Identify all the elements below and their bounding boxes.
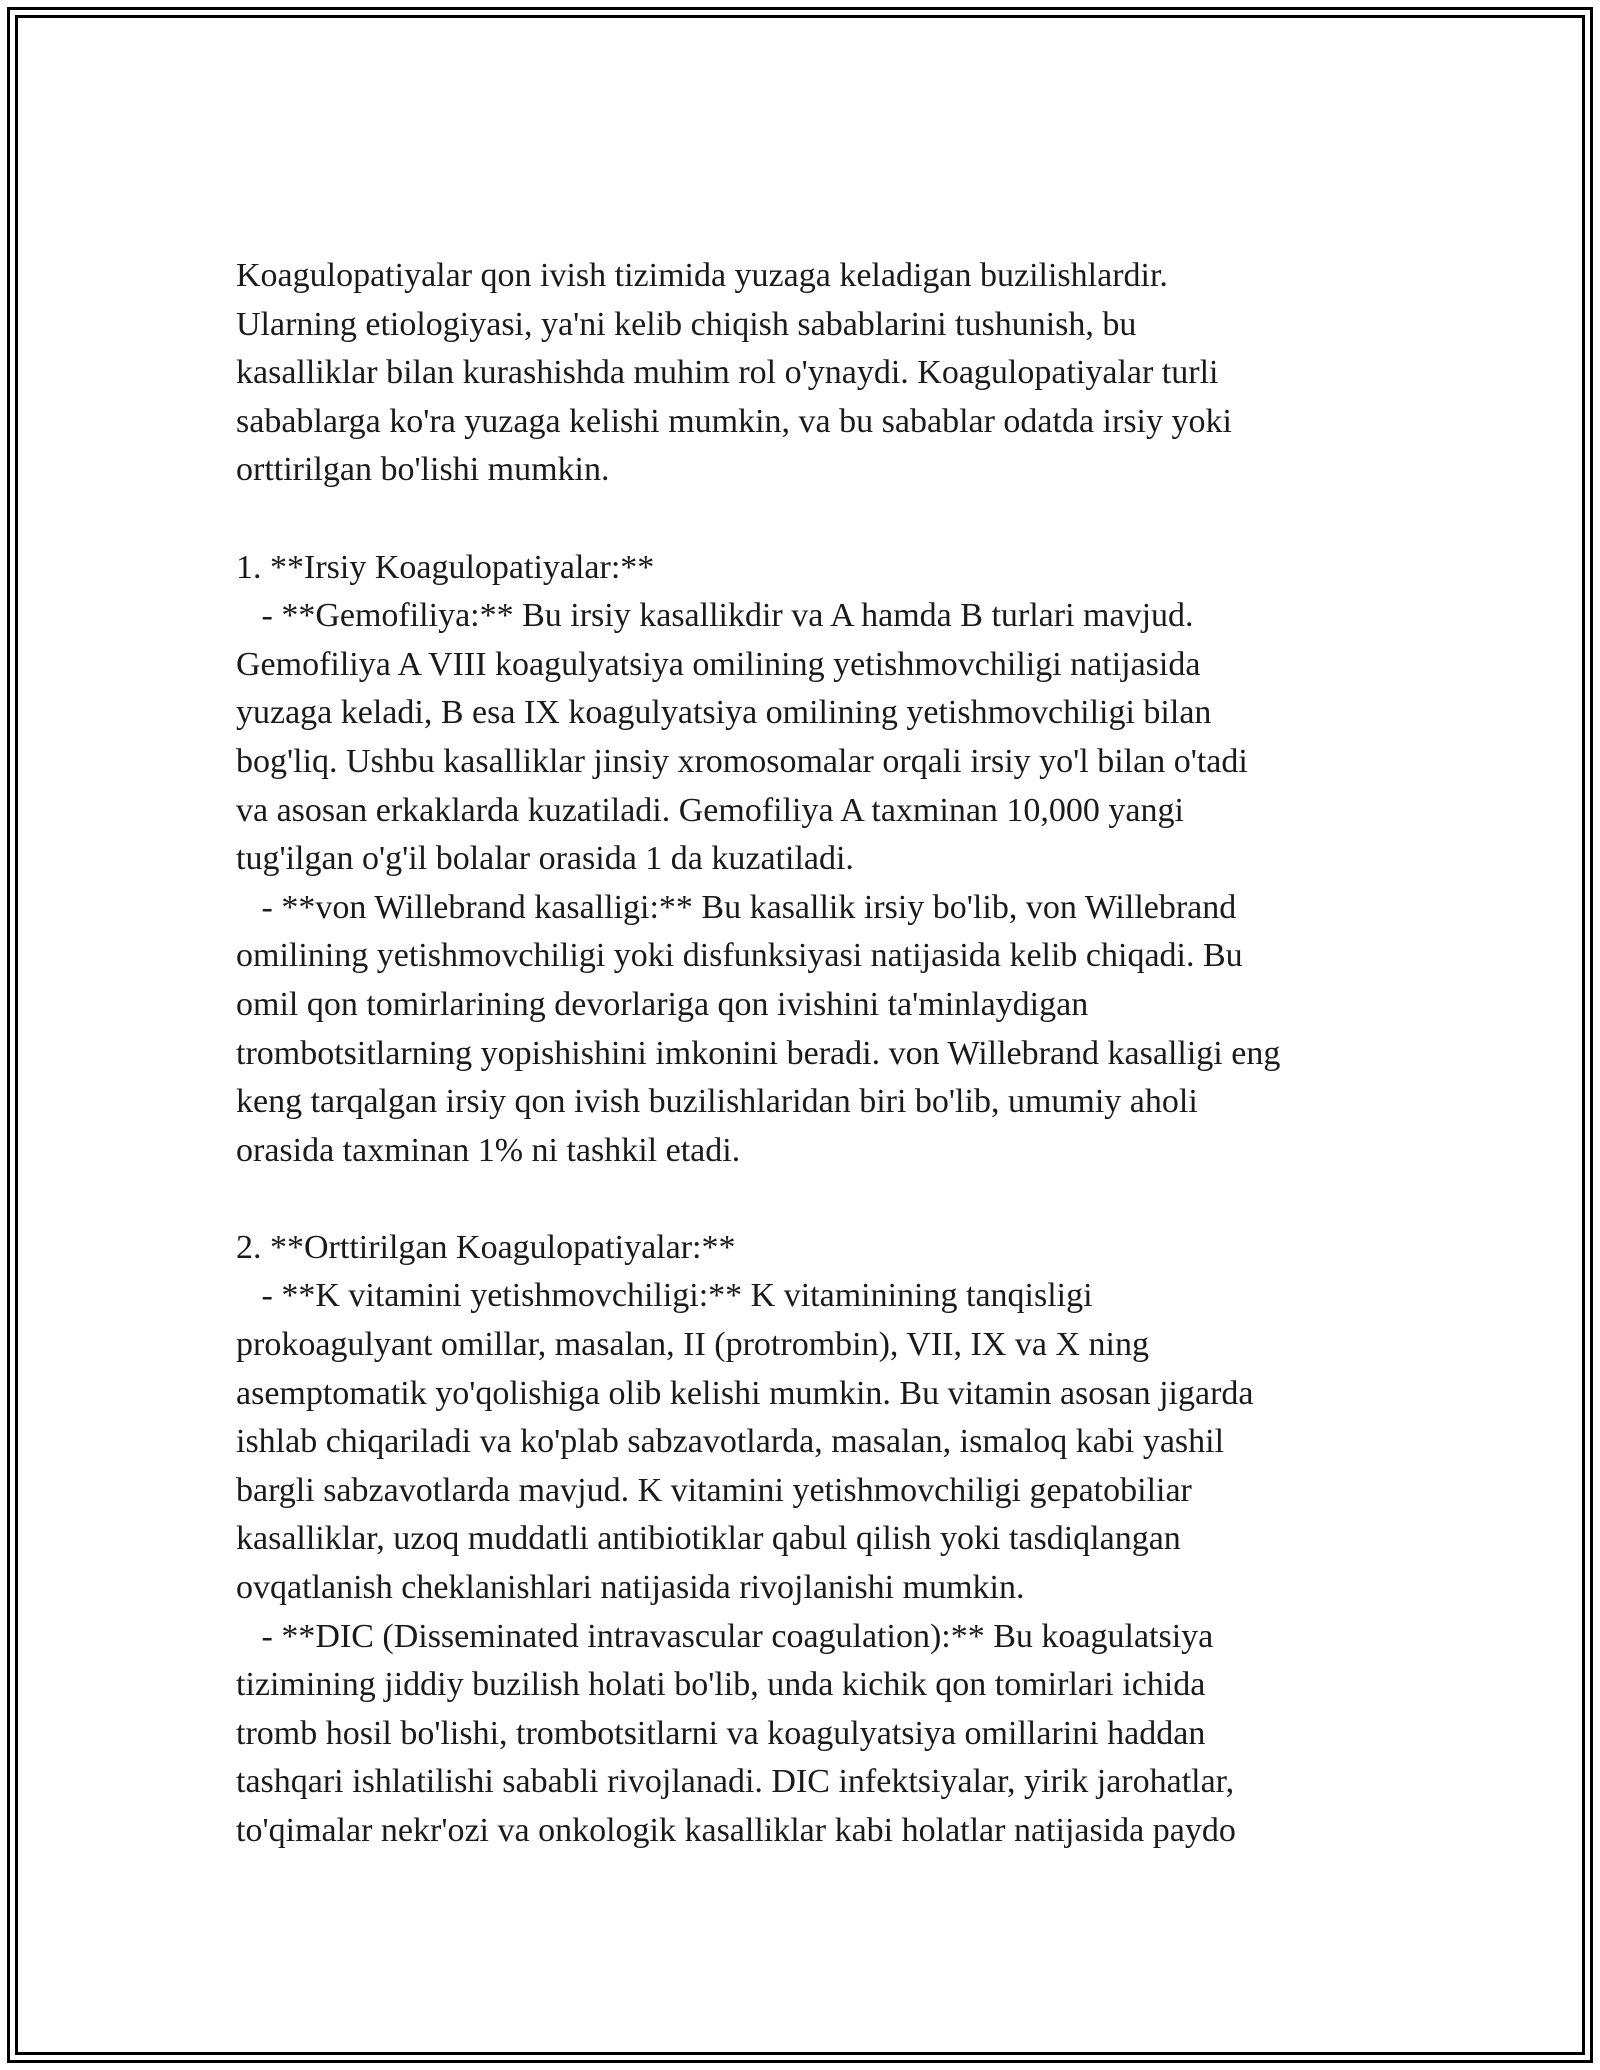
text-line: bog'liq. Ushbu kasalliklar jinsiy xromosomalar orqali irsiy yo'l bilan o'tadi	[236, 742, 1248, 780]
text-line: Gemofiliya A VIII koagulyatsiya omilining yetishmovchiligi natijasida	[236, 645, 1201, 683]
section-heading: 2. **Orttirilgan Koagulopatiyalar:**	[236, 1228, 736, 1266]
text-line: orasida taxminan 1% ni tashkil etadi.	[236, 1131, 741, 1169]
text-line: tug'ilgan o'g'il bolalar orasida 1 da kuzatiladi.	[236, 840, 854, 878]
list-item-line: - **K vitamini yetishmovchiligi:** K vitaminining tanqisligi	[236, 1277, 1093, 1315]
text-line: va asosan erkaklarda kuzatiladi. Gemofiliya A taxminan 10,000 yangi	[236, 791, 1184, 829]
text-line: trombotsitlarning yopishishini imkonini beradi. von Willebrand kasalligi eng	[236, 1034, 1281, 1072]
text-line: tashqari ishlatilishi sababli rivojlanadi. DIC infektsiyalar, yirik jarohatlar,	[236, 1763, 1235, 1801]
section-heading: 1. **Irsiy Koagulopatiyalar:**	[236, 548, 655, 586]
text-line: prokoagulyant omillar, masalan, II (protrombin), VII, IX va X ning	[236, 1326, 1149, 1364]
document-body	[236, 252, 1396, 1856]
paragraph-spacer	[236, 495, 1396, 544]
text-line: kasalliklar bilan kurashishda muhim rol o'ynaydi. Koagulopatiyalar turli	[236, 354, 1219, 392]
text-line: omilining yetishmovchiligi yoki disfunksiyasi natijasida kelib chiqadi. Bu	[236, 937, 1243, 975]
text-line: ovqatlanish cheklanishlari natijasida rivojlanishi mumkin.	[236, 1569, 1025, 1607]
list-item-line: - **von Willebrand kasalligi:** Bu kasallik irsiy bo'lib, von Willebrand	[236, 888, 1237, 926]
text-line: tizimining jiddiy buzilish holati bo'lib, unda kichik qon tomirlari ichida	[236, 1666, 1206, 1704]
text-line: Koagulopatiyalar qon ivish tizimida yuzaga keladigan buzilishlardir.	[236, 257, 1168, 294]
text-line: ishlab chiqariladi va ko'plab sabzavotlarda, masalan, ismaloq kabi yashil	[236, 1423, 1225, 1461]
text-line: bargli sabzavotlarda mavjud. K vitamini yetishmovchiligi gepatobiliar	[236, 1471, 1192, 1509]
text-line: Ularning etiologiyasi, ya'ni kelib chiqish sabablarini tushunish, bu	[236, 305, 1137, 343]
text-line: omil qon tomirlarining devorlariga qon ivishini ta'minlaydigan	[236, 985, 1089, 1023]
text-line: asemptomatik yo'qolishiga olib kelishi mumkin. Bu vitamin asosan jigarda	[236, 1374, 1254, 1412]
text-line: kasalliklar, uzoq muddatli antibiotiklar qabul qilish yoki tasdiqlangan	[236, 1520, 1181, 1558]
text-line: tromb hosil bo'lishi, trombotsitlarni va koagulyatsiya omillarini haddan	[236, 1714, 1206, 1752]
text-line: keng tarqalgan irsiy qon ivish buzilishlaridan biri bo'lib, umumiy aholi	[236, 1083, 1198, 1121]
text-line: sabablarga ko'ra yuzaga kelishi mumkin, va bu sabablar odatda irsiy yoki	[236, 402, 1232, 440]
text-line: to'qimalar nekr'ozi va onkologik kasalliklar kabi holatlar natijasida paydo	[236, 1812, 1236, 1849]
text-line: yuzaga keladi, B esa IX koagulyatsiya omilining yetishmovchiligi bilan	[236, 694, 1212, 732]
text-line: orttirilgan bo'lishi mumkin.	[236, 451, 610, 489]
list-item-line: - **Gemofiliya:** Bu irsiy kasallikdir va A hamda B turlari mavjud.	[236, 597, 1194, 635]
list-item-line: - **DIC (Disseminated intravascular coagulation):** Bu koagulatsiya	[236, 1617, 1214, 1655]
paragraph-spacer	[236, 1175, 1396, 1224]
